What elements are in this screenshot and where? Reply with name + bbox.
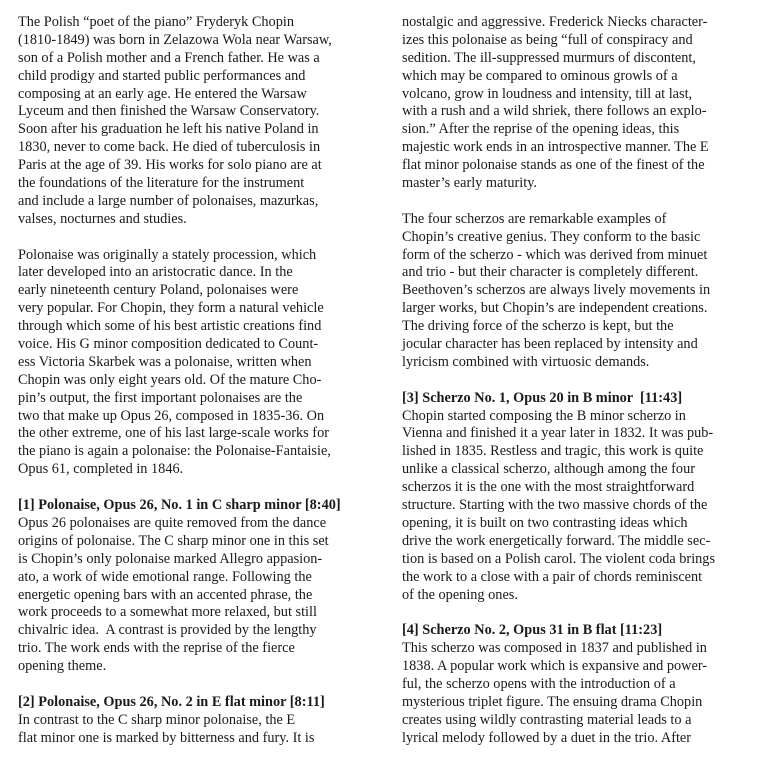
text-line: Chopin’s creative genius. They conform to the basic [402, 228, 701, 245]
text-line: larger works, but Chopin’s are independent creations. [402, 300, 708, 317]
text-line: through which some of his best artistic creations find [18, 318, 322, 335]
intro-paragraph [18, 14, 374, 229]
text-line: ess Victoria Skarbek was a polonaise, written when [18, 353, 312, 370]
text-line: sedition. The ill-suppressed murmurs of discontent, [402, 49, 696, 66]
text-line: Vienna and finished it a year later in 1832. It was pub- [402, 425, 714, 442]
text-line: energetic opening bars with an accented phrase, the [18, 586, 313, 603]
text-line: Chopin started composing the B minor scherzo in [402, 407, 686, 424]
text-line: Chopin was only eight years old. Of the mature Cho- [18, 371, 322, 388]
text-line: nostalgic and aggressive. Frederick Niecks character- [402, 14, 708, 30]
text-line: and trio - but their character is completely different. [402, 264, 699, 281]
text-line: lyrical melody followed by a duet in the trio. After [402, 729, 692, 746]
text-line: child prodigy and started public performances and [18, 67, 306, 84]
text-line: The four scherzos are remarkable examples of [402, 210, 667, 227]
track-1-description [18, 515, 374, 676]
text-line: opening, it is built on two contrasting ideas which [402, 514, 688, 531]
track-3-heading: [3] Scherzo No. 1, Opus 20 in B minor [11:43] [402, 389, 683, 406]
scherzo-paragraph [402, 211, 760, 372]
text-line: the piano is again a polonaise: the Polonaise-Fantaisie, [18, 443, 331, 460]
text-line: scherzos it is the one with the most straightforward [402, 479, 695, 496]
text-line: Lyceum and then finished the Warsaw Conservatory. [18, 103, 320, 120]
track-4-heading: [4] Scherzo No. 2, Opus 31 in B flat [11:23] [402, 622, 663, 639]
text-line: early nineteenth century Poland, polonaises were [18, 282, 299, 299]
text-line: This scherzo was composed in 1837 and published in [402, 640, 707, 657]
text-line: Polonaise was originally a stately procession, which [18, 246, 317, 263]
text-line: drive the work energetically forward. The middle sec- [402, 532, 711, 549]
text-line: Paris at the age of 39. His works for solo piano are at [18, 157, 322, 174]
text-line: The Polish “poet of the piano” Fryderyk Chopin [18, 14, 294, 30]
text-line: lyricism combined with virtuosic demands. [402, 353, 650, 370]
text-line: Beethoven’s scherzos are always lively movements in [402, 282, 711, 299]
text-line: mysterious triplet figure. The ensuing drama Chopin [402, 693, 703, 710]
polonaise-paragraph [18, 247, 374, 480]
text-line: son of a Polish mother and a French father. He was a [18, 49, 320, 66]
text-line: jocular character has been replaced by intensity and [402, 336, 698, 353]
text-line: In contrast to the C sharp minor polonaise, the E [18, 711, 296, 728]
text-line: ful, the scherzo opens with the introduction of a [402, 675, 676, 692]
left-column [18, 14, 374, 748]
text-line: flat minor one is marked by bitterness and fury. It is [18, 729, 315, 746]
text-line: composing at an early age. He entered the Warsaw [18, 85, 307, 102]
track-2-heading: [2] Polonaise, Opus 26, No. 2 in E flat minor [8:11] [18, 693, 325, 710]
text-line: flat minor polonaise stands as one of the finest of the [402, 157, 705, 174]
text-line: two that make up Opus 26, composed in 1835-36. On [18, 407, 325, 424]
text-line: form of the scherzo - which was derived from minuet [402, 246, 708, 263]
text-line: unlike a classical scherzo, although among the four [402, 461, 695, 478]
right-column [402, 14, 760, 748]
text-line: with a rush and a wild shriek, there follows an explo- [402, 103, 707, 120]
text-line: 1830, never to come back. He died of tuberculosis in [18, 139, 321, 156]
text-line: pin’s output, the first important polonaises are the [18, 389, 303, 406]
track-2-description-continued [402, 14, 760, 193]
text-line: later developed into an aristocratic dance. In the [18, 264, 293, 281]
text-line: lished in 1835. Restless and tragic, this work is quite [402, 443, 704, 460]
text-line: Opus 26 polonaises are quite removed from the dance [18, 514, 327, 531]
text-line: Soon after his graduation he left his native Poland in [18, 121, 319, 138]
text-line: valses, nocturnes and studies. [18, 210, 187, 227]
text-line: trio. The work ends with the reprise of the fierce [18, 640, 295, 657]
text-line: and include a large number of polonaises, mazurkas, [18, 192, 319, 209]
track-2-description [18, 712, 374, 748]
text-line: master’s early maturity. [402, 175, 537, 192]
text-line: which may be compared to ominous growls of a [402, 67, 678, 84]
text-line: majestic work ends in an introspective manner. The E [402, 139, 709, 156]
text-line: origins of polonaise. The C sharp minor one in this set [18, 532, 329, 549]
track-3-description [402, 408, 760, 605]
text-line: Opus 61, completed in 1846. [18, 461, 184, 478]
text-line: of the opening ones. [402, 586, 518, 603]
track-1-heading: [1] Polonaise, Opus 26, No. 1 in C sharp minor [8:40] [18, 497, 341, 514]
text-line: (1810-1849) was born in Zelazowa Wola near Warsaw, [18, 31, 332, 48]
text-line: chivalric idea. A contrast is provided by the lengthy [18, 622, 317, 639]
text-line: tion is based on a Polish carol. The violent coda brings [402, 550, 716, 567]
text-line: opening theme. [18, 658, 107, 675]
text-line: very popular. For Chopin, they form a natural vehicle [18, 300, 324, 317]
text-line: work proceeds to a somewhat more relaxed, but still [18, 604, 317, 621]
text-line: the other extreme, one of his last large-scale works for [18, 425, 329, 442]
text-line: The driving force of the scherzo is kept, but the [402, 318, 674, 335]
text-line: structure. Starting with the two massive chords of the [402, 497, 708, 514]
text-line: ato, a work of wide emotional range. Following the [18, 568, 312, 585]
text-line: izes this polonaise as being “full of conspiracy and [402, 31, 693, 48]
text-line: volcano, grow in loudness and intensity, till at last, [402, 85, 693, 102]
text-line: creates using wildly contrasting material leads to a [402, 711, 692, 728]
text-line: 1838. A popular work which is expansive and power- [402, 658, 708, 675]
text-line: voice. His G minor composition dedicated to Count- [18, 336, 319, 353]
text-line: is Chopin’s only polonaise marked Allegro appasion- [18, 550, 323, 567]
text-line: the foundations of the literature for the instrument [18, 175, 305, 192]
track-4-description [402, 640, 760, 747]
text-line: sion.” After the reprise of the opening ideas, this [402, 121, 680, 138]
text-line: the work to a close with a pair of chords reminiscent [402, 568, 703, 585]
